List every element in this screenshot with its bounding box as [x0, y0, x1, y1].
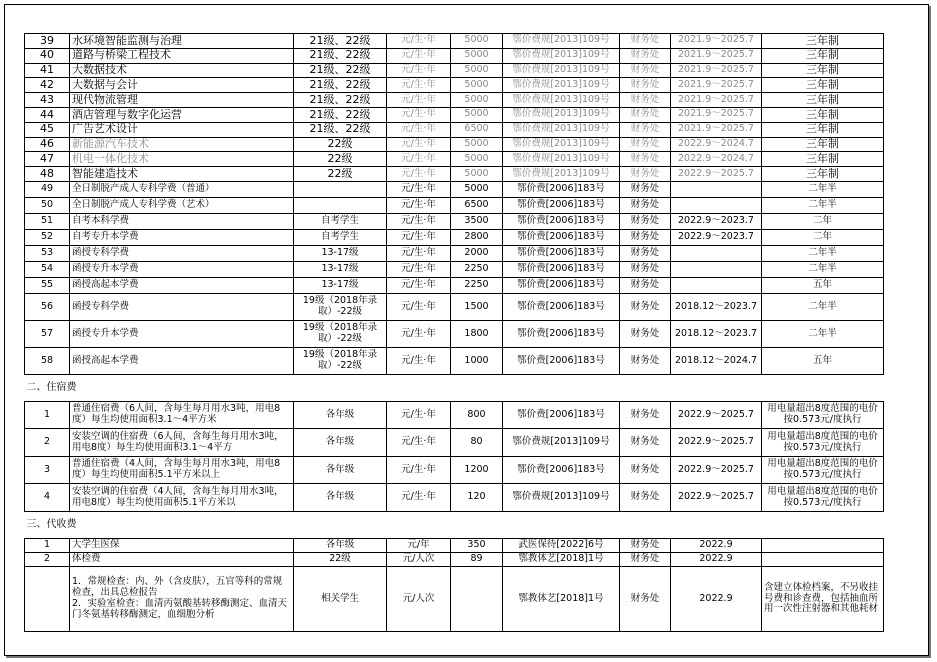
cell-name: 水环境智能监测与治理 [70, 34, 294, 49]
cell-no: 49 [25, 181, 70, 197]
cell-dept: 财务处 [620, 229, 671, 245]
table-row [25, 538, 884, 552]
cell-dept: 财务处 [620, 261, 671, 277]
cell-period: 2018.12～2024.7 [671, 347, 762, 374]
fee-table [24, 33, 884, 632]
cell-unit: 元/生·年 [387, 347, 451, 374]
section-title: 三、代收费 [25, 511, 884, 538]
cell-basis: 鄂价费规[2013]109号 [503, 429, 620, 457]
cell-term: 二年半 [762, 293, 884, 320]
cell-period: 2021.9～2025.7 [671, 48, 762, 63]
cell-basis: 鄂价费规[2013]109号 [503, 152, 620, 167]
cell-amount: 5000 [451, 93, 503, 108]
cell-unit: 元/生·年 [387, 456, 451, 484]
cell-grade: 各年级 [294, 456, 387, 484]
cell-grade: 22级 [294, 552, 387, 566]
cell-period: 2022.9～2025.7 [671, 429, 762, 457]
table-row [25, 456, 884, 484]
cell-term: 二年半 [762, 261, 884, 277]
cell-grade: 各年级 [294, 401, 387, 429]
cell-period: 2018.12～2023.7 [671, 320, 762, 347]
table-row [25, 552, 884, 566]
cell-unit: 元/生·年 [387, 261, 451, 277]
cell-no: 44 [25, 107, 70, 122]
cell-period: 2022.9～2023.7 [671, 213, 762, 229]
cell-grade: 21级、22级 [294, 34, 387, 49]
cell-dept: 财务处 [620, 538, 671, 552]
cell-grade: 19级（2018年录取）-22级 [294, 293, 387, 320]
cell-period: 2021.9～2025.7 [671, 78, 762, 93]
cell-unit: 元/生·年 [387, 122, 451, 137]
table-row [25, 484, 884, 512]
cell-amount: 2800 [451, 229, 503, 245]
cell-term: 用电量超出8度范围的电价按0.573元/度执行 [762, 401, 884, 429]
cell-amount: 2250 [451, 261, 503, 277]
cell-name: 普通住宿费（4人间，含每生每月用水3吨，用电8度）每生均使用面积5.1平方米以上 [70, 456, 294, 484]
cell-grade: 21级、22级 [294, 122, 387, 137]
cell-name: 道路与桥梁工程技术 [70, 48, 294, 63]
cell-amount: 1500 [451, 293, 503, 320]
cell-period: 2022.9～2025.7 [671, 484, 762, 512]
table-row [25, 152, 884, 167]
cell-term [762, 538, 884, 552]
cell-amount: 350 [451, 538, 503, 552]
cell-amount: 2250 [451, 277, 503, 293]
cell-term: 三年制 [762, 78, 884, 93]
cell-basis: 鄂价费[2006]183号 [503, 401, 620, 429]
cell-no: 4 [25, 484, 70, 512]
cell-unit: 元/生·年 [387, 229, 451, 245]
cell-name: 大学生医保 [70, 538, 294, 552]
table-row [25, 34, 884, 49]
cell-unit: 元/生·年 [387, 277, 451, 293]
cell-amount: 89 [451, 552, 503, 566]
cell-name: 智能建造技术 [70, 167, 294, 182]
cell-dept: 财务处 [620, 429, 671, 457]
cell-period: 2022.9～2024.7 [671, 137, 762, 152]
cell-unit: 元/生·年 [387, 107, 451, 122]
cell-grade: 19级（2018年录取）-22级 [294, 320, 387, 347]
cell-basis: 鄂价费[2006]183号 [503, 320, 620, 347]
cell-amount: 5000 [451, 107, 503, 122]
cell-term: 三年制 [762, 48, 884, 63]
cell-no [25, 566, 70, 631]
cell-period: 2022.9～2025.7 [671, 167, 762, 182]
cell-unit: 元/生·年 [387, 484, 451, 512]
cell-name: 全日制脱产成人专科学费（艺术） [70, 197, 294, 213]
cell-no: 1 [25, 401, 70, 429]
cell-period: 2021.9～2025.7 [671, 63, 762, 78]
cell-term: 二年 [762, 229, 884, 245]
table-row [25, 245, 884, 261]
cell-name: 体检费 [70, 552, 294, 566]
cell-amount: 3500 [451, 213, 503, 229]
cell-term: 二年半 [762, 245, 884, 261]
table-row [25, 566, 884, 631]
checkup-item: 1．常规检查：内、外（含皮肤），五官等科的常规检查，出具总检报告 [72, 576, 283, 599]
cell-unit: 元/生·年 [387, 48, 451, 63]
table-row [25, 197, 884, 213]
cell-no: 42 [25, 78, 70, 93]
table-row [25, 261, 884, 277]
cell-dept: 财务处 [620, 245, 671, 261]
cell-name: 函授高起本学费 [70, 347, 294, 374]
cell-name: 现代物流管理 [70, 93, 294, 108]
cell-term: 三年制 [762, 34, 884, 49]
checkup-item: 2．实验室检查：血清丙氨酸基转移酶测定、血清天门冬氨基转移酶测定，血细胞分析 [72, 597, 288, 620]
cell-grade [294, 181, 387, 197]
cell-unit: 元/生·年 [387, 320, 451, 347]
cell-dept: 财务处 [620, 566, 671, 631]
cell-name: 全日制脱产成人专科学费（普通） [70, 181, 294, 197]
cell-amount: 1800 [451, 320, 503, 347]
cell-period [671, 245, 762, 261]
cell-basis: 鄂价费[2006]183号 [503, 213, 620, 229]
cell-name: 普通住宿费（6人间，含每生每月用水3吨，用电8度）每生均使用面积3.1～4平方米 [70, 401, 294, 429]
cell-no: 57 [25, 320, 70, 347]
section-row [25, 374, 884, 401]
cell-unit: 元/生·年 [387, 181, 451, 197]
cell-no: 47 [25, 152, 70, 167]
cell-basis: 鄂价费规[2013]109号 [503, 137, 620, 152]
cell-basis: 鄂价费[2006]183号 [503, 181, 620, 197]
cell-amount: 5000 [451, 137, 503, 152]
cell-amount: 1200 [451, 456, 503, 484]
cell-name: 函授高起本学费 [70, 277, 294, 293]
table-row [25, 63, 884, 78]
cell-unit: 元/生·年 [387, 167, 451, 182]
cell-name: 安装空调的住宿费（4人间，含每生每月用水3吨，用电8度）每生均使用面积5.1平方米以 [70, 484, 294, 512]
cell-no: 39 [25, 34, 70, 49]
table-row [25, 107, 884, 122]
table-row [25, 277, 884, 293]
cell-basis: 鄂价费[2006]183号 [503, 261, 620, 277]
cell-amount: 5000 [451, 152, 503, 167]
cell-period: 2018.12～2023.7 [671, 293, 762, 320]
table-row [25, 401, 884, 429]
cell-unit: 元/生·年 [387, 293, 451, 320]
cell-grade: 各年级 [294, 538, 387, 552]
cell-dept: 财务处 [620, 401, 671, 429]
cell-no: 55 [25, 277, 70, 293]
cell-amount: 120 [451, 484, 503, 512]
cell-term: 三年制 [762, 107, 884, 122]
cell-name: 自考专升本学费 [70, 229, 294, 245]
cell-basis: 鄂价费规[2013]109号 [503, 48, 620, 63]
cell-dept: 财务处 [620, 107, 671, 122]
cell-term: 含建立体检档案，不另收挂号费和诊查费，包括抽血所用一次性注射器和其他耗材 [762, 566, 884, 631]
cell-no: 51 [25, 213, 70, 229]
cell-no: 46 [25, 137, 70, 152]
cell-name: 函授专升本学费 [70, 320, 294, 347]
cell-dept: 财务处 [620, 181, 671, 197]
cell-grade: 自考学生 [294, 229, 387, 245]
cell-grade: 21级、22级 [294, 63, 387, 78]
cell-grade: 各年级 [294, 429, 387, 457]
cell-grade: 13-17级 [294, 261, 387, 277]
cell-term: 三年制 [762, 63, 884, 78]
cell-period [671, 261, 762, 277]
cell-name: 自考本科学费 [70, 213, 294, 229]
cell-name: 函授专升本学费 [70, 261, 294, 277]
cell-basis: 鄂教体艺[2018]1号 [503, 552, 620, 566]
cell-basis: 鄂价费[2006]183号 [503, 229, 620, 245]
cell-name: 安装空调的住宿费（6人间，含每生每月用水3吨，用电8度）每生均使用面积3.1～4平方 [70, 429, 294, 457]
cell-basis: 鄂价费[2006]183号 [503, 347, 620, 374]
cell-name: 广告艺术设计 [70, 122, 294, 137]
cell-amount: 5000 [451, 167, 503, 182]
cell-basis: 鄂价费规[2013]109号 [503, 63, 620, 78]
cell-unit: 元/生·年 [387, 63, 451, 78]
cell-unit: 元/人次 [387, 566, 451, 631]
cell-no: 43 [25, 93, 70, 108]
cell-unit: 元/生·年 [387, 245, 451, 261]
cell-amount [451, 566, 503, 631]
cell-dept: 财务处 [620, 78, 671, 93]
cell-amount: 1000 [451, 347, 503, 374]
cell-basis: 鄂价费[2006]183号 [503, 245, 620, 261]
cell-dept: 财务处 [620, 456, 671, 484]
cell-grade: 相关学生 [294, 566, 387, 631]
cell-dept: 财务处 [620, 484, 671, 512]
cell-basis: 鄂价费规[2013]109号 [503, 34, 620, 49]
cell-period: 2022.9～2025.7 [671, 456, 762, 484]
cell-dept: 财务处 [620, 63, 671, 78]
cell-grade: 自考学生 [294, 213, 387, 229]
cell-amount: 5000 [451, 34, 503, 49]
cell-dept: 财务处 [620, 137, 671, 152]
cell-unit: 元/生·年 [387, 401, 451, 429]
cell-period: 2021.9～2025.7 [671, 34, 762, 49]
cell-amount: 5000 [451, 181, 503, 197]
cell-dept: 财务处 [620, 167, 671, 182]
cell-term: 二年半 [762, 181, 884, 197]
cell-basis: 鄂价费规[2013]109号 [503, 122, 620, 137]
cell-dept: 财务处 [620, 213, 671, 229]
cell-period: 2022.9 [671, 538, 762, 552]
cell-name: 大数据技术 [70, 63, 294, 78]
cell-unit: 元/生·年 [387, 34, 451, 49]
cell-grade: 21级、22级 [294, 48, 387, 63]
cell-basis: 鄂价费规[2013]109号 [503, 78, 620, 93]
cell-name: 机电一体化技术 [70, 152, 294, 167]
cell-amount: 6500 [451, 122, 503, 137]
section-row [25, 511, 884, 538]
cell-no: 40 [25, 48, 70, 63]
cell-term: 五年 [762, 277, 884, 293]
cell-unit: 元/生·年 [387, 213, 451, 229]
table-row [25, 213, 884, 229]
cell-name [70, 566, 294, 631]
cell-no: 53 [25, 245, 70, 261]
cell-amount: 5000 [451, 48, 503, 63]
cell-term: 三年制 [762, 152, 884, 167]
cell-period: 2022.9～2023.7 [671, 229, 762, 245]
cell-no: 50 [25, 197, 70, 213]
cell-no: 2 [25, 552, 70, 566]
table-row [25, 78, 884, 93]
cell-no: 1 [25, 538, 70, 552]
table-row [25, 137, 884, 152]
cell-grade: 各年级 [294, 484, 387, 512]
cell-grade: 21级、22级 [294, 93, 387, 108]
cell-name: 函授专科学费 [70, 293, 294, 320]
cell-dept: 财务处 [620, 34, 671, 49]
cell-grade: 22级 [294, 137, 387, 152]
cell-dept: 财务处 [620, 48, 671, 63]
cell-amount: 6500 [451, 197, 503, 213]
cell-period [671, 181, 762, 197]
table-row [25, 122, 884, 137]
cell-term: 用电量超出8度范围的电价按0.573元/度执行 [762, 429, 884, 457]
cell-term: 三年制 [762, 167, 884, 182]
cell-term: 五年 [762, 347, 884, 374]
cell-grade: 22级 [294, 167, 387, 182]
table-row [25, 229, 884, 245]
cell-period: 2022.9 [671, 566, 762, 631]
cell-amount: 5000 [451, 78, 503, 93]
cell-period: 2021.9～2025.7 [671, 107, 762, 122]
cell-term [762, 552, 884, 566]
table-row [25, 347, 884, 374]
cell-no: 41 [25, 63, 70, 78]
cell-basis: 鄂教体艺[2018]1号 [503, 566, 620, 631]
section-title: 二、住宿费 [25, 374, 884, 401]
cell-period: 2021.9～2025.7 [671, 93, 762, 108]
cell-grade: 13-17级 [294, 245, 387, 261]
table-row [25, 93, 884, 108]
cell-period [671, 197, 762, 213]
cell-basis: 鄂价费[2006]183号 [503, 293, 620, 320]
cell-grade: 19级（2018年录取）-22级 [294, 347, 387, 374]
cell-amount: 80 [451, 429, 503, 457]
cell-term: 三年制 [762, 122, 884, 137]
cell-no: 58 [25, 347, 70, 374]
cell-grade: 21级、22级 [294, 78, 387, 93]
cell-term: 三年制 [762, 93, 884, 108]
cell-term: 二年半 [762, 320, 884, 347]
table-row [25, 293, 884, 320]
cell-amount: 800 [451, 401, 503, 429]
cell-term: 二年 [762, 213, 884, 229]
cell-grade: 21级、22级 [294, 107, 387, 122]
cell-unit: 元/年 [387, 538, 451, 552]
cell-name: 新能源汽车技术 [70, 137, 294, 152]
cell-grade: 13-17级 [294, 277, 387, 293]
cell-amount: 2000 [451, 245, 503, 261]
cell-period: 2022.9～2024.7 [671, 152, 762, 167]
cell-basis: 鄂价费[2006]183号 [503, 277, 620, 293]
cell-period: 2021.9～2025.7 [671, 122, 762, 137]
cell-unit: 元/生·年 [387, 429, 451, 457]
cell-unit: 元/人次 [387, 552, 451, 566]
cell-no: 56 [25, 293, 70, 320]
cell-dept: 财务处 [620, 197, 671, 213]
cell-dept: 财务处 [620, 122, 671, 137]
cell-term: 三年制 [762, 137, 884, 152]
cell-unit: 元/生·年 [387, 137, 451, 152]
cell-term: 用电量超出8度范围的电价按0.573元/度执行 [762, 484, 884, 512]
cell-term: 二年半 [762, 197, 884, 213]
cell-basis: 鄂价费规[2013]109号 [503, 484, 620, 512]
cell-term: 用电量超出8度范围的电价按0.573元/度执行 [762, 456, 884, 484]
cell-unit: 元/生·年 [387, 197, 451, 213]
cell-dept: 财务处 [620, 552, 671, 566]
cell-dept: 财务处 [620, 277, 671, 293]
table-row [25, 167, 884, 182]
table-row [25, 181, 884, 197]
cell-dept: 财务处 [620, 152, 671, 167]
cell-grade [294, 197, 387, 213]
cell-no: 3 [25, 456, 70, 484]
cell-dept: 财务处 [620, 320, 671, 347]
cell-basis: 鄂价费[2006]183号 [503, 456, 620, 484]
cell-basis: 鄂价费规[2013]109号 [503, 107, 620, 122]
cell-grade: 22级 [294, 152, 387, 167]
cell-basis: 鄂价费[2006]183号 [503, 197, 620, 213]
cell-dept: 财务处 [620, 293, 671, 320]
cell-no: 45 [25, 122, 70, 137]
cell-no: 2 [25, 429, 70, 457]
cell-no: 54 [25, 261, 70, 277]
cell-basis: 武医保待[2022]6号 [503, 538, 620, 552]
cell-unit: 元/生·年 [387, 78, 451, 93]
cell-period [671, 277, 762, 293]
cell-name: 酒店管理与数字化运营 [70, 107, 294, 122]
cell-no: 48 [25, 167, 70, 182]
cell-name: 函授专科学费 [70, 245, 294, 261]
table-row [25, 48, 884, 63]
cell-unit: 元/生·年 [387, 93, 451, 108]
cell-period: 2022.9～2025.7 [671, 401, 762, 429]
cell-period: 2022.9 [671, 552, 762, 566]
cell-dept: 财务处 [620, 347, 671, 374]
cell-basis: 鄂价费规[2013]109号 [503, 93, 620, 108]
cell-name: 大数据与会计 [70, 78, 294, 93]
cell-amount: 5000 [451, 63, 503, 78]
table-row [25, 320, 884, 347]
cell-dept: 财务处 [620, 93, 671, 108]
cell-basis: 鄂价费规[2013]109号 [503, 167, 620, 182]
cell-unit: 元/生·年 [387, 152, 451, 167]
cell-no: 52 [25, 229, 70, 245]
table-row [25, 429, 884, 457]
